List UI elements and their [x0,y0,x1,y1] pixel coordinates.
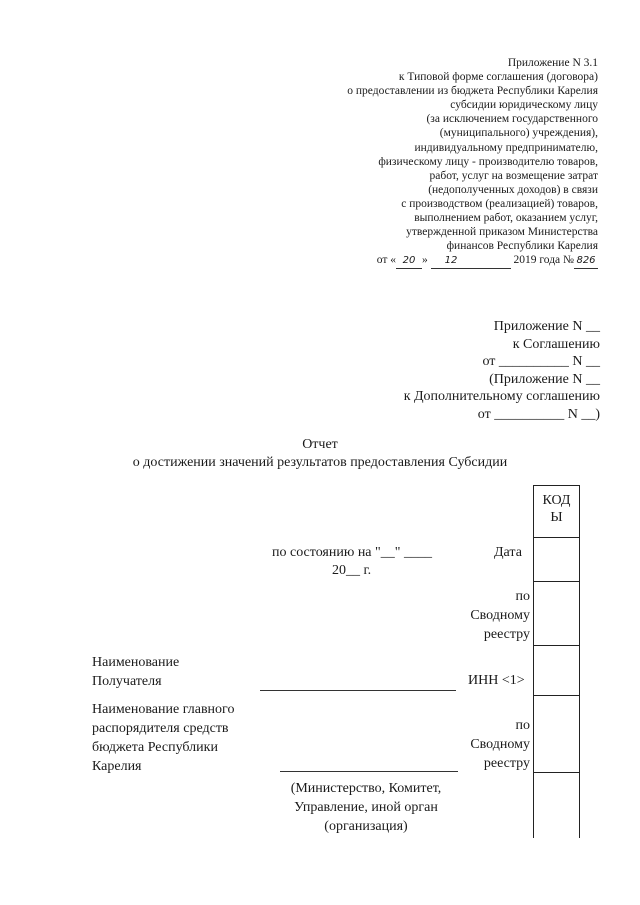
agreement-line: Приложение N __ [493,319,600,334]
registry-label: по Сводному реестру [470,718,530,771]
state-date-line2: 20__ г. [332,563,372,578]
codes-divider [534,581,579,582]
appendix-line: выполнением работ, оказанием услуг, [414,212,598,225]
appendix-line: физическому лицу - производителю товаров, [378,155,598,168]
agreement-line: (Приложение N __ [489,371,600,387]
agreement-line: к Соглашению [512,336,600,352]
agreement-line: от __________ N __) [477,406,600,422]
codes-table [533,485,580,838]
appendix-line: с производством (реализацией) товаров, [401,197,598,210]
registry-label: по Сводному реестру [470,589,530,642]
organization-hint: (Министерство, Комитет, Управление, иной орган (организация) [290,781,442,834]
recipient-name-line [260,690,456,691]
appendix-line: (за исключением государственного [426,113,598,126]
state-date-line1: по состоянию на "__" ____ [272,545,432,560]
appendix-line: субсидии юридическому лицу [450,99,598,112]
appendix-header [280,56,598,269]
order-date-line [280,253,598,269]
agreement-line: к Дополнительному соглашению [403,389,600,405]
manager-label: Наименование главного распорядителя средств бюджета Республики Карелия [92,702,235,774]
recipient-label: Наименование Получателя [92,655,180,689]
order-year: 2019 года № [513,254,574,267]
appendix-line: Приложение N 3.1 [507,57,598,69]
codes-header: КОД Ы [542,493,571,525]
report-subtitle: о достижении значений результатов предоставления Субсидии [132,455,508,470]
codes-divider [534,537,579,538]
appendix-line: индивидуальному предпринимателю, [414,141,598,154]
codes-divider [534,695,579,696]
order-day-handwritten: 20 [396,254,422,269]
appendix-line: к Типовой форме соглашения (договора) [398,71,598,84]
date-label: Дата [494,545,522,560]
order-number-handwritten: 826 [574,254,598,269]
codes-divider [534,772,579,773]
report-title: Отчет [302,437,338,452]
order-prefix: от « [376,254,396,267]
appendix-line: (муниципального) учреждения), [439,127,598,140]
appendix-line: работ, услуг на возмещение затрат [429,169,598,182]
appendix-line: финансов Республики Карелия [446,240,598,253]
appendix-line: о предоставлении из бюджета Республики Карелия [347,85,598,98]
appendix-line: (недополученных доходов) в связи [428,183,598,196]
appendix-line: утвержденной приказом Министерства [406,226,598,239]
inn-label: ИНН <1> [468,673,525,688]
order-mid: » [421,254,428,267]
order-month-handwritten: 12 [431,254,511,269]
agreement-appendix [300,318,600,424]
agreement-line: от __________ N __ [482,354,600,370]
manager-name-line [280,771,458,772]
codes-divider [534,645,579,646]
